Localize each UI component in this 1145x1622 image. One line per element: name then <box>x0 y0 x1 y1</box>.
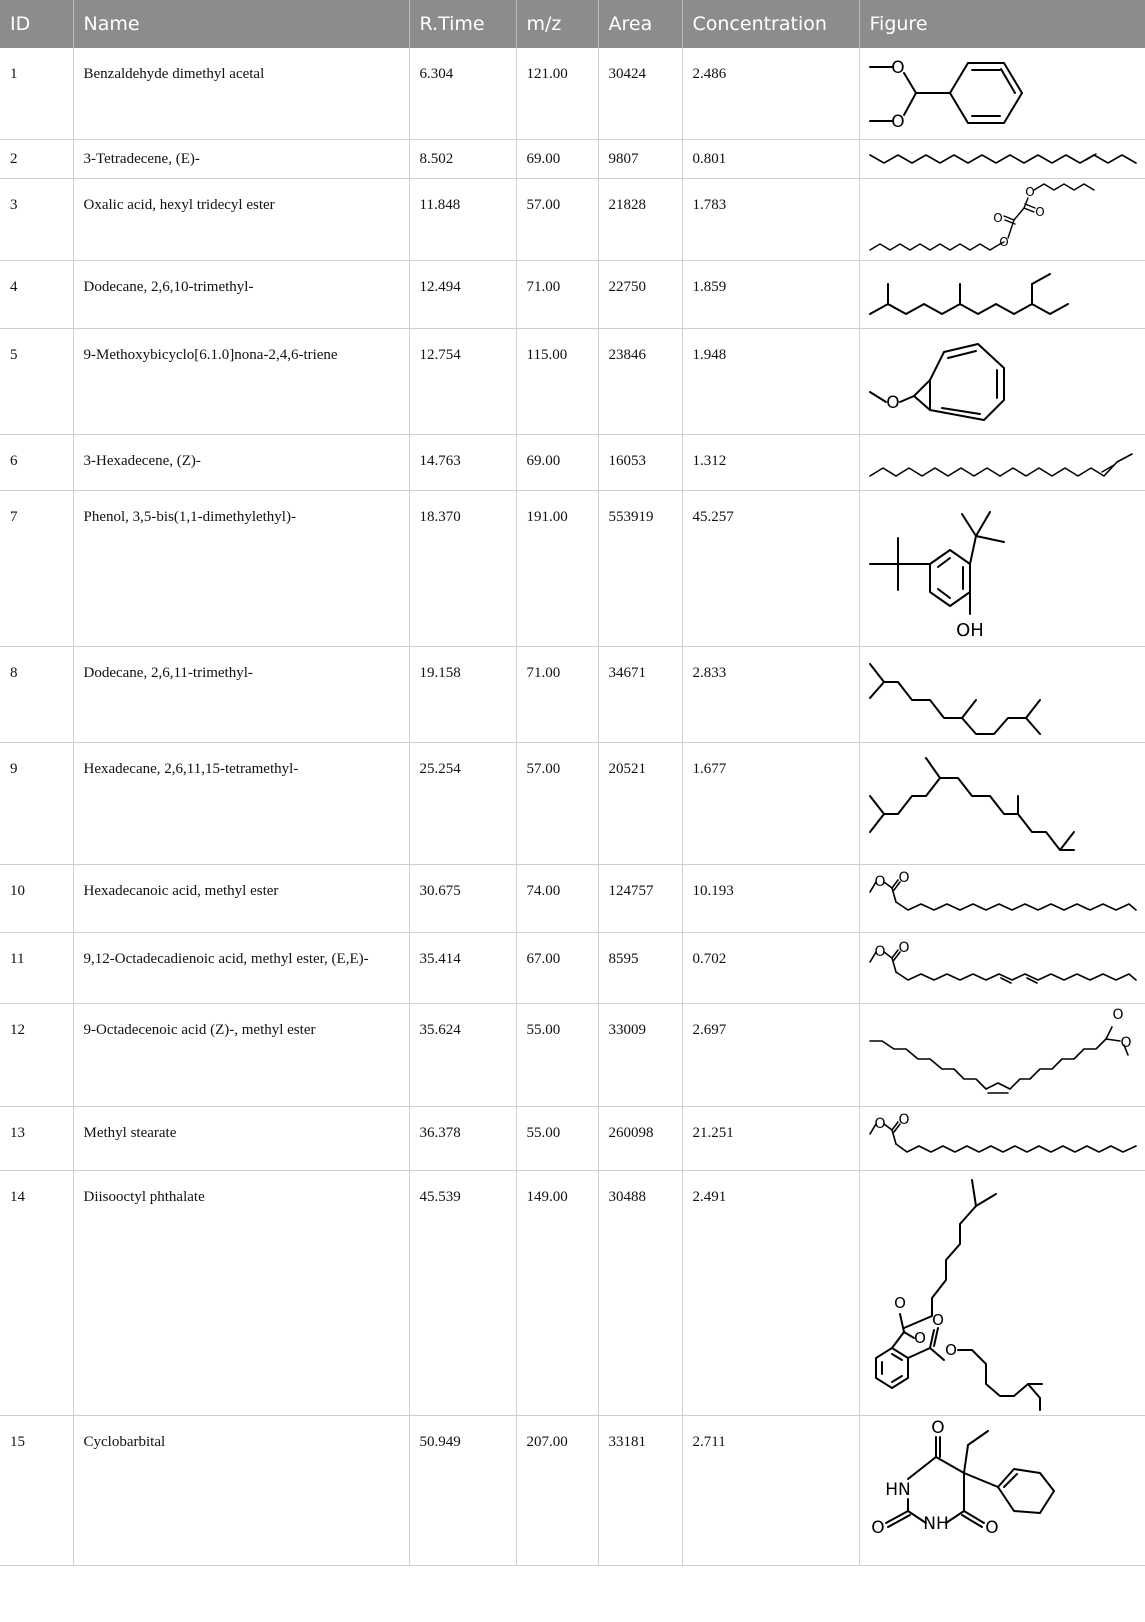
cell-area: 33181 <box>598 1415 682 1565</box>
cell-concentration: 2.833 <box>682 646 859 742</box>
cell-concentration: 1.948 <box>682 328 859 434</box>
oxygen-label: O <box>893 1294 906 1312</box>
cell-concentration: 2.711 <box>682 1415 859 1565</box>
header-concentration: Concentration <box>682 0 859 48</box>
oxygen-label: O <box>870 1518 885 1538</box>
cell-name: 3-Tetradecene, (E)- <box>73 139 409 178</box>
oxygen-label: O <box>913 1329 926 1347</box>
trimethyldodecane-structure <box>864 648 1140 740</box>
cell-figure <box>859 178 1145 260</box>
oxygen-label: O <box>897 1112 910 1128</box>
cell-mz: 121.00 <box>516 48 598 139</box>
cell-concentration: 45.257 <box>682 490 859 646</box>
table-row <box>0 932 1145 1003</box>
cell-id: 4 <box>0 260 73 328</box>
cell-rtime: 45.539 <box>409 1170 516 1415</box>
cell-rtime: 12.754 <box>409 328 516 434</box>
cell-name: Phenol, 3,5-bis(1,1-dimethylethyl)- <box>73 490 409 646</box>
table-row <box>0 328 1145 434</box>
cell-name: Oxalic acid, hexyl tridecyl ester <box>73 178 409 260</box>
cell-concentration: 0.801 <box>682 139 859 178</box>
table-row <box>0 178 1145 260</box>
cell-concentration: 2.491 <box>682 1170 859 1415</box>
methyl-stearate-structure <box>864 1108 1140 1168</box>
oxygen-label: O <box>998 235 1009 249</box>
oxygen-label: O <box>1024 185 1035 199</box>
tetramethylhexadecane-structure <box>864 744 1140 862</box>
cell-concentration: 2.486 <box>682 48 859 139</box>
header-figure: Figure <box>859 0 1145 48</box>
cell-id: 8 <box>0 646 73 742</box>
cell-area: 9807 <box>598 139 682 178</box>
cell-figure <box>859 139 1145 178</box>
cell-rtime: 6.304 <box>409 48 516 139</box>
cell-mz: 57.00 <box>516 178 598 260</box>
cell-rtime: 11.848 <box>409 178 516 260</box>
cell-id: 1 <box>0 48 73 139</box>
cell-name: 9-Octadecenoic acid (Z)-, methyl ester <box>73 1003 409 1106</box>
cell-mz: 149.00 <box>516 1170 598 1415</box>
cell-rtime: 35.624 <box>409 1003 516 1106</box>
cell-concentration: 21.251 <box>682 1106 859 1170</box>
table-row <box>0 434 1145 490</box>
header-id: ID <box>0 0 73 48</box>
cell-rtime: 50.949 <box>409 1415 516 1565</box>
cell-area: 33009 <box>598 1003 682 1106</box>
cell-figure <box>859 932 1145 1003</box>
header-row <box>0 0 1145 48</box>
oxygen-label: O <box>1119 1035 1132 1051</box>
cell-name: 9-Methoxybicyclo[6.1.0]nona-2,4,6-triene <box>73 328 409 434</box>
cell-area: 260098 <box>598 1106 682 1170</box>
cell-area: 21828 <box>598 178 682 260</box>
cell-concentration: 1.859 <box>682 260 859 328</box>
table-row <box>0 864 1145 932</box>
cell-mz: 57.00 <box>516 742 598 864</box>
cell-figure <box>859 328 1145 434</box>
table-row <box>0 742 1145 864</box>
table-row <box>0 260 1145 328</box>
cell-area: 553919 <box>598 490 682 646</box>
cell-id: 9 <box>0 742 73 864</box>
cell-figure <box>859 490 1145 646</box>
oxygen-label: O <box>873 1116 886 1132</box>
methyl-linoleate-structure <box>864 934 1140 1001</box>
header-area: Area <box>598 0 682 48</box>
cell-id: 3 <box>0 178 73 260</box>
cell-mz: 55.00 <box>516 1003 598 1106</box>
cell-area: 23846 <box>598 328 682 434</box>
cell-figure <box>859 1170 1145 1415</box>
cell-figure <box>859 742 1145 864</box>
cell-id: 2 <box>0 139 73 178</box>
table-row <box>0 139 1145 178</box>
oxygen-label: O <box>1111 1007 1124 1023</box>
oxygen-label: O <box>992 211 1003 225</box>
3-tetradecene-structure <box>864 141 1140 177</box>
cell-concentration: 1.783 <box>682 178 859 260</box>
cell-rtime: 25.254 <box>409 742 516 864</box>
cell-area: 30488 <box>598 1170 682 1415</box>
cell-mz: 69.00 <box>516 139 598 178</box>
cell-area: 124757 <box>598 864 682 932</box>
oxygen-label: O <box>890 112 905 133</box>
cell-id: 10 <box>0 864 73 932</box>
table-row <box>0 1106 1145 1170</box>
header-name: Name <box>73 0 409 48</box>
oxygen-label: O <box>873 874 886 890</box>
cell-id: 11 <box>0 932 73 1003</box>
cell-name: Cyclobarbital <box>73 1415 409 1565</box>
cell-rtime: 18.370 <box>409 490 516 646</box>
table-row <box>0 646 1145 742</box>
cell-mz: 71.00 <box>516 260 598 328</box>
cell-name: Methyl stearate <box>73 1106 409 1170</box>
cell-figure <box>859 48 1145 139</box>
oxygen-label: O <box>885 393 900 413</box>
methyl-palmitate-structure <box>864 866 1140 930</box>
cell-mz: 67.00 <box>516 932 598 1003</box>
cell-name: Hexadecane, 2,6,11,15-tetramethyl- <box>73 742 409 864</box>
oxygen-label: O <box>931 1311 944 1329</box>
cell-name: Hexadecanoic acid, methyl ester <box>73 864 409 932</box>
diisooctyl-phthalate-structure <box>864 1172 1140 1413</box>
cell-id: 7 <box>0 490 73 646</box>
cell-area: 16053 <box>598 434 682 490</box>
cell-name: Benzaldehyde dimethyl acetal <box>73 48 409 139</box>
cyclobarbital-structure <box>864 1417 1140 1563</box>
oxygen-label: O <box>873 944 886 960</box>
cell-area: 34671 <box>598 646 682 742</box>
hydroxyl-label: OH <box>955 620 984 641</box>
cell-rtime: 35.414 <box>409 932 516 1003</box>
table-row <box>0 48 1145 139</box>
cell-mz: 71.00 <box>516 646 598 742</box>
oxygen-label: O <box>897 870 910 886</box>
cell-rtime: 12.494 <box>409 260 516 328</box>
cell-mz: 69.00 <box>516 434 598 490</box>
oxalate-ester-structure <box>864 180 1140 258</box>
cell-figure <box>859 1415 1145 1565</box>
cell-name: Dodecane, 2,6,11-trimethyl- <box>73 646 409 742</box>
cell-id: 14 <box>0 1170 73 1415</box>
table-row <box>0 1003 1145 1106</box>
table-row <box>0 1415 1145 1565</box>
trimethyldodecane-structure <box>864 262 1140 326</box>
cell-mz: 74.00 <box>516 864 598 932</box>
cell-rtime: 8.502 <box>409 139 516 178</box>
cell-name: Diisooctyl phthalate <box>73 1170 409 1415</box>
3-hexadecene-structure <box>864 436 1140 488</box>
benzaldehyde-dimethyl-acetal-structure <box>864 49 1140 137</box>
cell-rtime: 19.158 <box>409 646 516 742</box>
cell-id: 5 <box>0 328 73 434</box>
oxygen-label: O <box>930 1418 945 1438</box>
methoxybicyclononatriene-structure <box>864 330 1140 432</box>
cell-area: 8595 <box>598 932 682 1003</box>
methyl-oleate-structure <box>864 1005 1140 1104</box>
di-tert-butylphenol-structure <box>864 492 1140 644</box>
oxygen-label: O <box>1034 205 1045 219</box>
nh-label: NH <box>922 1514 949 1534</box>
cell-rtime: 14.763 <box>409 434 516 490</box>
cell-figure <box>859 1003 1145 1106</box>
cell-id: 15 <box>0 1415 73 1565</box>
header-mz: m/z <box>516 0 598 48</box>
cell-figure <box>859 260 1145 328</box>
cell-mz: 191.00 <box>516 490 598 646</box>
cell-concentration: 0.702 <box>682 932 859 1003</box>
table-row <box>0 1170 1145 1415</box>
cell-id: 13 <box>0 1106 73 1170</box>
hn-label: HN <box>884 1480 911 1500</box>
cell-concentration: 2.697 <box>682 1003 859 1106</box>
cell-id: 6 <box>0 434 73 490</box>
cell-name: Dodecane, 2,6,10-trimethyl- <box>73 260 409 328</box>
cell-mz: 55.00 <box>516 1106 598 1170</box>
oxygen-label: O <box>897 940 910 956</box>
cell-name: 9,12-Octadecadienoic acid, methyl ester, (E,E)- <box>73 932 409 1003</box>
cell-mz: 115.00 <box>516 328 598 434</box>
cell-figure <box>859 434 1145 490</box>
cell-concentration: 1.677 <box>682 742 859 864</box>
cell-figure <box>859 646 1145 742</box>
cell-concentration: 1.312 <box>682 434 859 490</box>
cell-rtime: 36.378 <box>409 1106 516 1170</box>
table-row <box>0 490 1145 646</box>
oxygen-label: O <box>944 1341 957 1359</box>
cell-figure <box>859 1106 1145 1170</box>
cell-area: 30424 <box>598 48 682 139</box>
cell-figure <box>859 864 1145 932</box>
cell-rtime: 30.675 <box>409 864 516 932</box>
oxygen-label: O <box>984 1518 999 1538</box>
cell-concentration: 10.193 <box>682 864 859 932</box>
cell-name: 3-Hexadecene, (Z)- <box>73 434 409 490</box>
cell-id: 12 <box>0 1003 73 1106</box>
oxygen-label: O <box>890 58 905 79</box>
cell-area: 20521 <box>598 742 682 864</box>
header-rtime: R.Time <box>409 0 516 48</box>
cell-area: 22750 <box>598 260 682 328</box>
cell-mz: 207.00 <box>516 1415 598 1565</box>
